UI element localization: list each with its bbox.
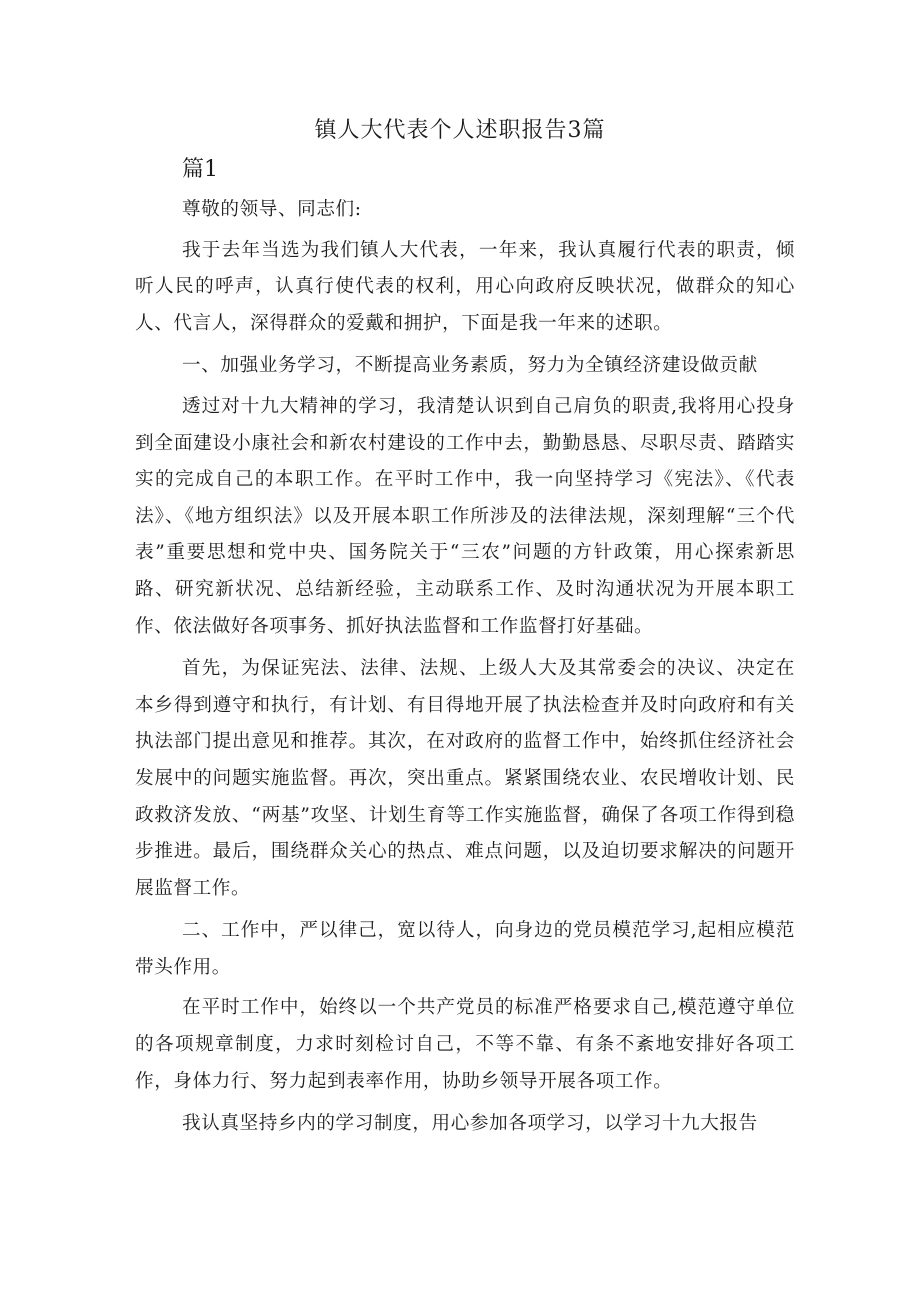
paragraph-intro: 我于去年当选为我们镇人大代表，一年来，我认真履行代表的职责，倾听人民的呼声，认真行使代表的权利，用心向政府反映状况，做群众的知心人、代言人，深得群众的爱戴和拥护，下面是我一年来的述职。 [135, 239, 795, 334]
paragraph-supervision: 首先，为保证宪法、法律、法规、上级人大及其常委会的决议、决定在本乡得到遵守和执行，有计划、有目得地开展了执法检查并及时向政府和有关执法部门提出意见和推荐。其次，在对政府的监督工作中，始终抓住经济社会发展中的问题实施监督。再次，突出重点。紧紧围绕农业、农民增收计划、民政救济发放、“两基”攻坚、计划生育等工作实施监督，确保了各项工作得到稳步推进。最后，围绕群众关心的热点、难点问题，以及迫切要求解决的问题开展监督工作。 [135, 658, 795, 899]
document-title: 镇人大代表个人述职报告3篇 [314, 118, 606, 143]
heading-two: 二、工作中，严以律己，宽以待人，向身边的党员模范学习,起相应模范带头作用。 [135, 920, 795, 978]
paragraph-work: 在平时工作中，始终以一个共产党员的标准严格要求自己,模范遵守单位的各项规章制度，力求时刻检讨自己，不等不靠、有条不紊地安排好各项工作，身体力行、努力起到表率作用，协助乡领导开展各项工作。 [135, 997, 795, 1092]
section-label: 篇1 [182, 157, 218, 182]
paragraph-learning: 我认真坚持乡内的学习制度，用心参加各项学习，以学习十九大报告 [182, 1113, 758, 1135]
paragraph-study: 透过对十九大精神的学习，我清楚认识到自己肩负的职责,我将用心投身到全面建设小康社会和新农村建设的工作中去，勤勤恳恳、尽职尽责、踏踏实实的完成自己的本职工作。在平时工作中，我一向坚持学习《宪法》、《代表法》、《地方组织法》以及开展本职工作所涉及的法律法规，深刻理解“三个代表”重要思想和党中央、国务院关于“三农”问题的方针政策，用心探索新思路、研究新状况、总结新经验，主动联系工作、及时沟通状况为开展本职工作、依法做好各项事务、抓好执法监督和工作监督打好基础。 [135, 395, 795, 637]
salutation: 尊敬的领导、同志们: [182, 199, 362, 220]
heading-one: 一、加强业务学习，不断提高业务素质，努力为全镇经济建设做贡献 [182, 355, 758, 377]
document-body [135, 192, 795, 1149]
